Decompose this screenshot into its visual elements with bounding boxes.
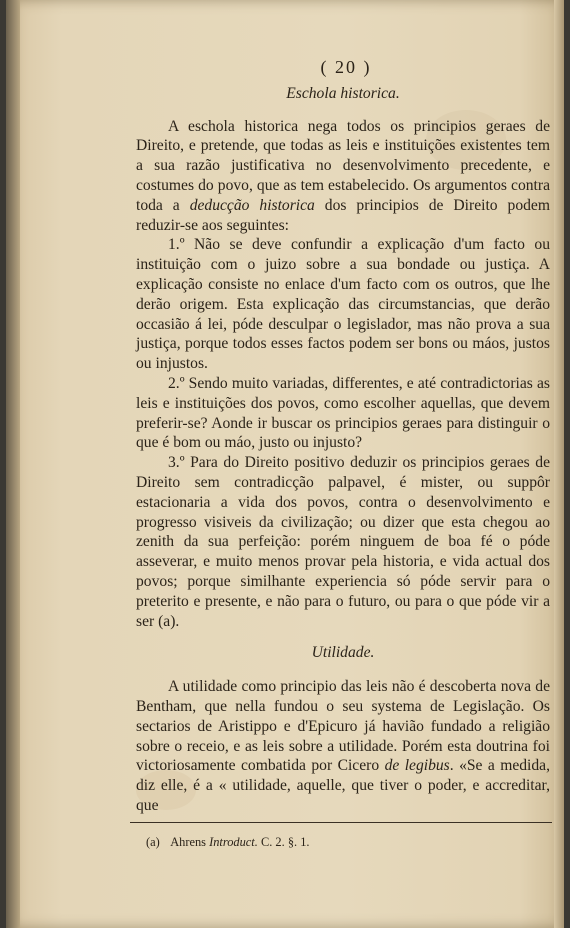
footnote-ref: C. 2. §. 1. [260, 834, 310, 849]
footnote-author: Ahrens [170, 834, 206, 849]
footnote-rule [130, 822, 552, 823]
book-page [6, 0, 564, 928]
text-run: A eschola historica nega todos os principios geraes de Direito, e pretende, que todas as leis e instituições existentes tem a sua razão justificativa no desenvolvimento precedente, e costumes do povo, que as tem estabelecido. Os argumentos contra toda a [136, 117, 550, 214]
text-run: . «Se a medida, diz elle, é a « utilidade, aquelle, que tiver o poder, e accreditar, que [136, 757, 550, 814]
section-heading: Eschola historica. [286, 84, 400, 102]
paragraph-utility [136, 677, 550, 816]
paragraph-point-2: 2.º Sendo muito variadas, differentes, e até contradictorias as leis e instituições dos povos, como escolher aquellas, que devem preferir-se? Aonde ir buscar os principios geraes para distinguir o que é bom ou máo, justo ou injusto? [136, 374, 550, 452]
text-block [136, 58, 550, 852]
paragraph-point-3: 3.º Para do Direito positivo deduzir os principios geraes de Direito sem contradicção palpavel, é mister, ou suppôr estacionaria a vida dos povos, contra o desenvolvimento e progresso visiveis da civilização; ou dizer que esta chegou ao zenith da sua perfeição: porém ninguem de boa fé o póde asseverar, e muito menos provar pela historia, e vida actual dos povos; porque similhante experiencia só póde servir para o preterito e presente, e não para o futuro, ou para o que póde vir a ser (a). [136, 454, 550, 630]
page-edge [554, 0, 564, 928]
section-subheading: Utilidade. [311, 644, 375, 662]
footnote-mark: (a) [146, 834, 160, 849]
italic-text-run: de legibus [384, 757, 450, 775]
paragraph-point-1: 1.º Não se deve confundir a explicação d'um facto ou instituição com o juizo sobre a sua bondade ou justiça. A explicação consiste no enlace d'um facto com os outros, que lhe derão origem. Esta explicação das circumstancias, que derão occasião á lei, póde desculpar o legislador, mas não prova a sua justiça, porque todos esses factos podem ser bons ou máos, justos ou injustos. [136, 236, 550, 373]
text-run: A utilidade como principio das leis não é descoberta nova de Bentham, que nella fundou o seu systema de Legislação. Os sectarios de Aristippo e d'Epicuro já havião fundado a religião sobre o receio, e as leis sobre a utilidade. Porém esta doutrina foi victoriosamente combatida por Cicero [136, 678, 550, 775]
footnote-work: Introduct. [209, 834, 258, 849]
book-gutter [6, 0, 20, 928]
paragraph-intro [136, 117, 550, 236]
page-number: ( 20 ) [320, 57, 372, 77]
text-run: dos principios de Direito podem reduzir-se aos seguintes: [136, 196, 550, 234]
italic-text-run: deducção historica [189, 196, 315, 214]
footnote [136, 833, 550, 853]
